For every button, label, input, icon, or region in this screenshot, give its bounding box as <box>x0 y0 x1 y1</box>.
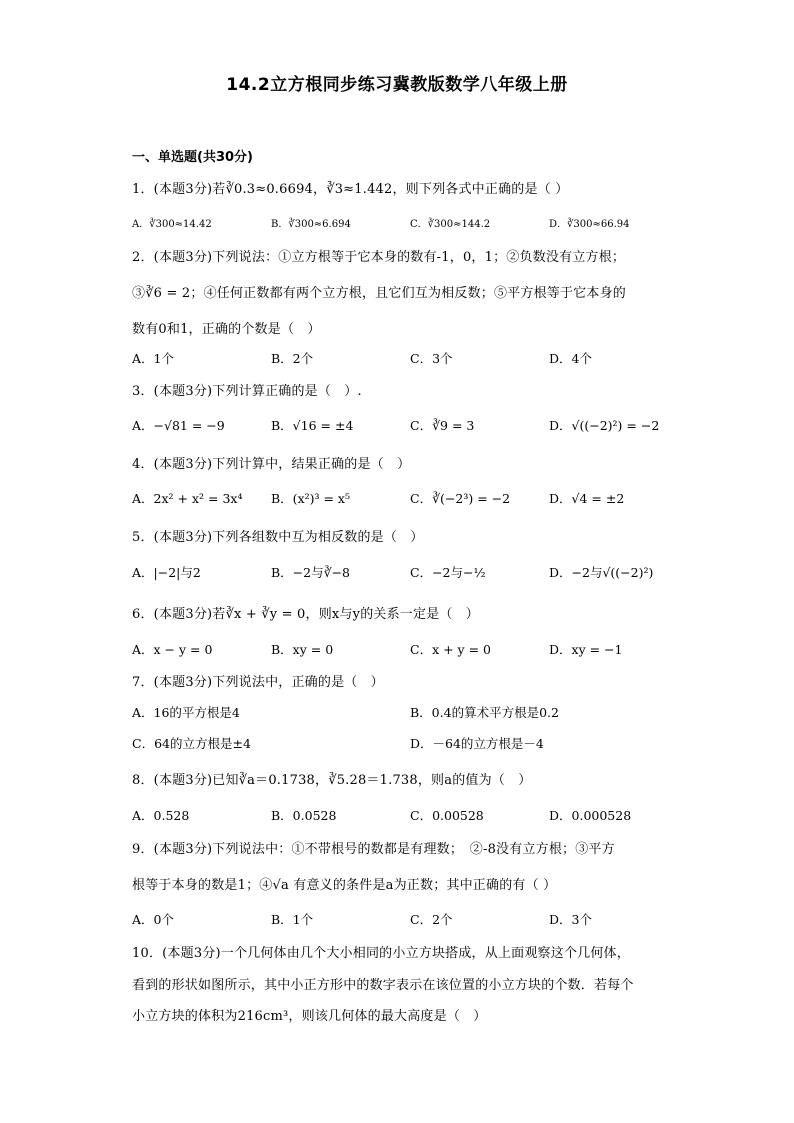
question-9-option-a: A．0个 <box>132 912 174 927</box>
question-2-option-b: B．2个 <box>271 351 314 366</box>
question-1-option-a: A．∛300≈14.42 <box>132 219 212 230</box>
question-6-option-a: A．x − y = 0 <box>132 642 213 657</box>
question-4-line-1: 4．(本题3分)下列计算中，结果正确的是（ ） <box>132 457 411 472</box>
question-5-option-b: B．−2与∛−8 <box>271 565 351 580</box>
question-5-option-a: A．|−2|与2 <box>132 565 201 580</box>
question-8-option-a: A．0.528 <box>132 808 190 823</box>
question-3-option-a: A．−√81 = −9 <box>132 418 225 433</box>
question-7-line-1: 7．(本题3分)下列说法中，正确的是（ ） <box>132 675 384 690</box>
question-6-line-1: 6．(本题3分)若∛x + ∛y = 0，则x与y的关系一定是（ ） <box>132 607 479 622</box>
question-8-line-1: 8．(本题3分)已知∛a＝0.1738，∛5.28＝1.738，则a的值为（ ） <box>132 773 532 788</box>
question-8-option-b: B．0.0528 <box>271 808 337 823</box>
question-5-option-c: C．−2与−½ <box>410 565 486 580</box>
question-2-option-c: C．3个 <box>410 351 453 366</box>
question-4-option-a: A．2x² + x² = 3x⁴ <box>132 491 243 506</box>
question-4-option-b: B．(x²)³ = x⁵ <box>271 491 350 506</box>
question-5-option-d: D．−2与√((−2)²) <box>549 565 654 580</box>
question-5-line-1: 5．(本题3分)下列各组数中互为相反数的是（ ） <box>132 530 424 545</box>
question-6-option-b: B．xy = 0 <box>271 642 334 657</box>
question-7-option-c: C．64的立方根是±4 <box>132 736 251 751</box>
question-9-line-2: 根等于本身的数是1；④√a 有意义的条件是a为正数；其中正确的有（ ） <box>132 878 557 893</box>
question-1-option-d: D．∛300≈66.94 <box>549 219 630 230</box>
question-10-line-3: 小立方块的体积为216cm³，则该几何体的最大高度是（ ） <box>132 1009 487 1024</box>
question-3-option-d: D．√((−2)²) = −2 <box>549 418 660 433</box>
question-9-line-1: 9．(本题3分)下列说法中：①不带根号的数都是有理数； ②-8没有立方根；③平方 <box>132 842 615 857</box>
question-2-line-3: 数有0和1，正确的个数是（ ） <box>132 322 321 337</box>
question-8-option-c: C．0.00528 <box>410 808 484 823</box>
question-1-option-b: B．∛300≈6.694 <box>271 219 351 230</box>
question-8-option-d: D．0.000528 <box>549 808 632 823</box>
question-3-option-c: C．∛9 = 3 <box>410 418 475 433</box>
question-7-option-d: D．－64的立方根是－4 <box>410 736 544 751</box>
question-9-option-d: D．3个 <box>549 912 592 927</box>
question-1-option-c: C．∛300≈144.2 <box>410 219 491 230</box>
question-7-option-a: A．16的平方根是4 <box>132 705 240 720</box>
question-3-option-b: B．√16 = ±4 <box>271 418 354 433</box>
question-1-line-1: 1．(本题3分)若∛0.3≈0.6694，∛3≈1.442，则下列各式中正确的是（ ） <box>132 182 569 197</box>
question-6-option-c: C．x + y = 0 <box>410 642 491 657</box>
question-10-line-1: 10．(本题3分)一个几何体由几个大小相同的小立方块搭成，从上面观察这个几何体， <box>132 946 630 961</box>
section-heading: 一、单选题(共30分) <box>132 150 253 165</box>
question-9-option-c: C．2个 <box>410 912 453 927</box>
question-7-option-b: B．0.4的算术平方根是0.2 <box>410 705 559 720</box>
question-2-line-2: ③∛6 = 2；④任何正数都有两个立方根，且它们互为相反数；⑤平方根等于它本身的 <box>132 286 626 301</box>
question-4-option-d: D．√4 = ±2 <box>549 491 625 506</box>
question-10-line-2: 看到的形状如图所示，其中小正方形中的数字表示在该位置的小立方块的个数．若每个 <box>132 978 634 993</box>
question-2-option-a: A．1个 <box>132 351 174 366</box>
document-title: 14.2立方根同步练习冀教版数学八年级上册 <box>226 75 568 95</box>
question-2-option-d: D．4个 <box>549 351 592 366</box>
question-9-option-b: B．1个 <box>271 912 314 927</box>
question-2-line-1: 2．(本题3分)下列说法：①立方根等于它本身的数有-1，0，1；②负数没有立方根； <box>132 250 626 265</box>
question-6-option-d: D．xy = −1 <box>549 642 623 657</box>
question-4-option-c: C．∛(−2³) = −2 <box>410 491 511 506</box>
question-3-line-1: 3．(本题3分)下列计算正确的是（ ）. <box>132 384 362 399</box>
